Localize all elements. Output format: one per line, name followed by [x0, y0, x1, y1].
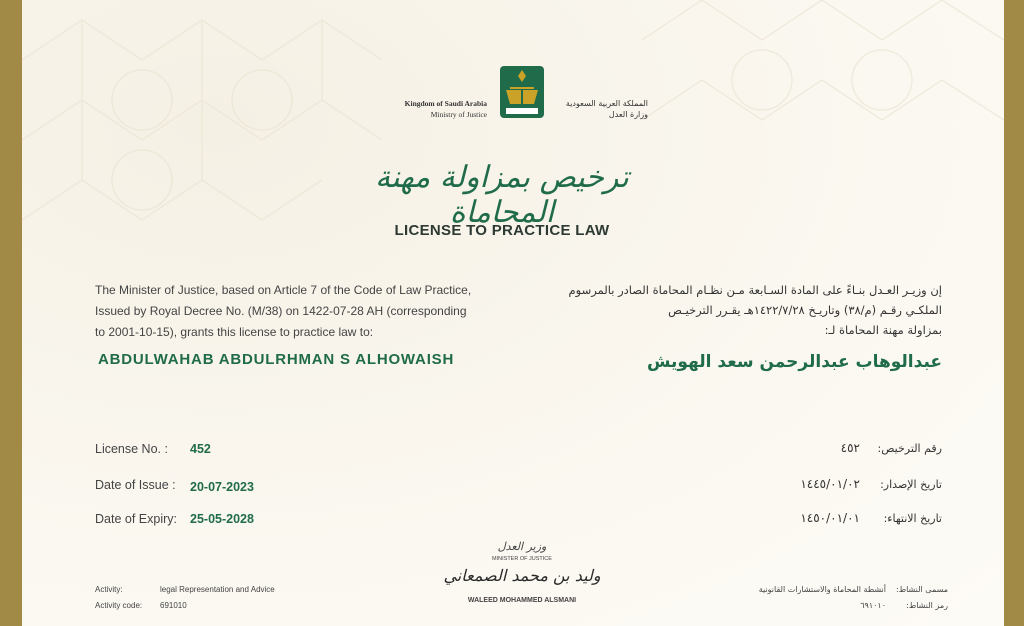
- signature-name-en: WALEED MOHAMMED ALSMANI: [467, 597, 577, 604]
- activity-label: Activity:: [95, 585, 123, 594]
- body-ar-line: إن وزيـر العـدل بنـاءً على المادة السـابعة مـن نظـام المحاماة الصادر بالمرسوم: [568, 283, 942, 297]
- activity-code-value: 691010: [160, 601, 187, 610]
- issue-label: Date of Issue :: [95, 478, 176, 492]
- license-label-ar: رقم الترخيص:: [877, 442, 942, 455]
- ministry-ar: وزارة العدل: [608, 110, 648, 119]
- body-en-line: The Minister of Justice, based on Article 7 of the Code of Law Practice,: [95, 283, 472, 297]
- title-ar: ترخيص بمزاولة مهنة المحاماة: [375, 160, 629, 230]
- activity-code-value-ar: ٦٩١٠١٠: [860, 601, 886, 610]
- body-en-line: Issued by Royal Decree No. (M/38) on 1422-07-28 AH (corresponding: [95, 304, 467, 318]
- title-en: LICENSE TO PRACTICE LAW: [394, 222, 610, 239]
- expiry-label-ar: تاريخ الانتهاء:: [883, 512, 942, 525]
- body-ar-line: بمزاولة مهنة المحاماة لـ:: [824, 323, 942, 337]
- expiry-label: Date of Expiry:: [95, 512, 177, 526]
- holder-name-ar: عبدالوهاب عبدالرحمن سعد الهويش: [647, 352, 942, 372]
- kingdom-en: Kingdom of Saudi Arabia: [404, 99, 487, 108]
- activity-code-label-ar: رمز النشاط:: [906, 601, 948, 610]
- holder-name-en: ABDULWAHAB ABDULRHMAN S ALHOWAISH: [98, 351, 455, 368]
- activity-value: legal Representation and Advice: [160, 585, 275, 594]
- activity-value-ar: أنشطة المحاماة والاستشارات القانونية: [758, 585, 886, 594]
- issue-value-ar: ١٤٤٥/٠١/٠٢: [800, 477, 860, 491]
- expiry-value: 25-05-2028: [190, 512, 254, 526]
- license-label: License No. :: [95, 442, 168, 456]
- issue-label-ar: تاريخ الإصدار:: [880, 478, 942, 491]
- signature-title-ar: وزير العدل: [497, 540, 547, 553]
- header-ar: [558, 98, 648, 120]
- activity-code-label: Activity code:: [95, 601, 143, 610]
- expiry-value-ar: ١٤٥٠/٠١/٠١: [800, 511, 860, 525]
- body-ar-line: الملكـي رقـم (م/٣٨) وتاريـخ ١٤٢٢/٧/٢٨هـ يقـرر الترخيـص: [668, 303, 942, 317]
- activity-label-ar: مسمى النشاط:: [896, 585, 948, 594]
- ministry-en: Ministry of Justice: [430, 110, 487, 119]
- header-en: [352, 98, 487, 120]
- certificate-paper: [22, 0, 1004, 626]
- signature-name-ar: وليد بن محمد الصمعاني: [443, 566, 601, 585]
- ministry-of-justice-emblem-icon: [496, 60, 548, 124]
- license-value: 452: [190, 442, 211, 456]
- issue-value: 20-07-2023: [190, 480, 254, 494]
- body-en: [95, 280, 515, 343]
- signature-title-en: MINISTER OF JUSTICE: [492, 556, 552, 562]
- kingdom-ar: المملكة العربية السعودية: [565, 99, 648, 108]
- body-ar: [562, 280, 942, 340]
- license-value-ar: ٤٥٢: [840, 441, 860, 455]
- body-en-line: to 2001-10-15), grants this license to practice law to:: [95, 325, 374, 339]
